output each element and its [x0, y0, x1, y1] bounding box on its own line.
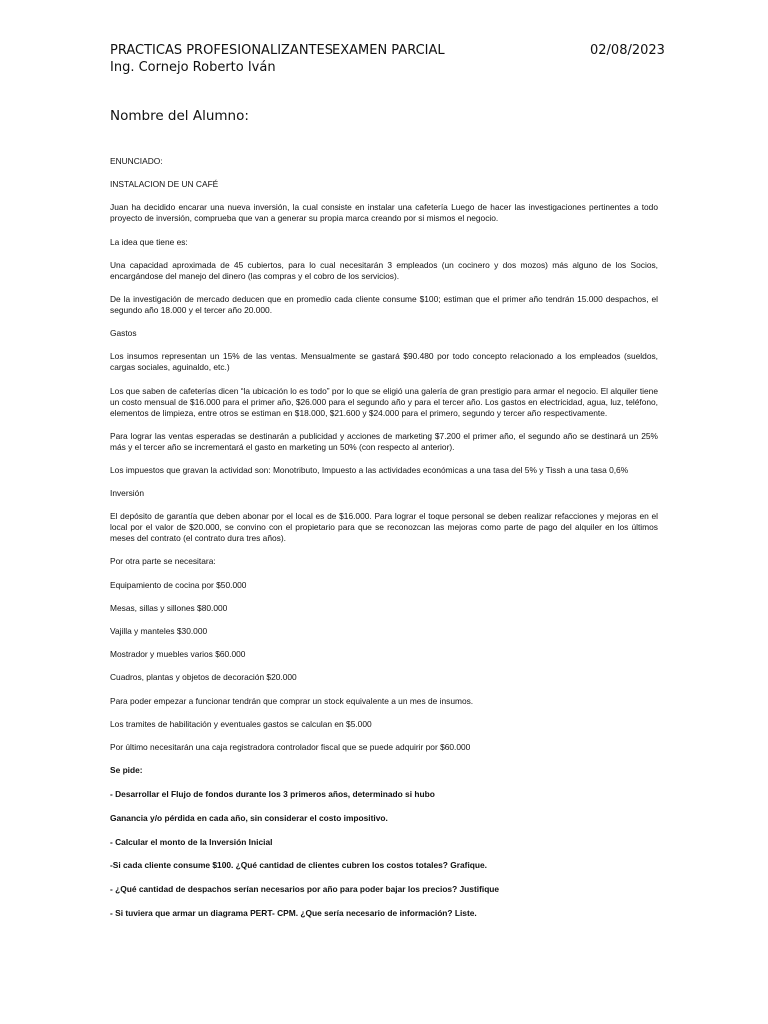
enunciado-heading: ENUNCIADO: — [110, 156, 163, 166]
case-title: INSTALACION DE UN CAFÉ — [110, 179, 219, 190]
exam-date: 02/08/2023 — [590, 43, 665, 58]
paragraph: Para lograr las ventas esperadas se destinarán a publicidad y acciones de marketing $7.200 el primer año, el segundo año se destinará un 25% más y el tercer año se incrementará el gasto en marketing un 50% (con respecto al anterior). — [110, 430, 658, 452]
gastos-heading: Gastos — [110, 328, 137, 339]
student-name-label: Nombre del Alumno: — [110, 108, 249, 124]
paragraph: La idea que tiene es: — [110, 236, 188, 247]
teacher-name: Ing. Cornejo Roberto Iván — [110, 60, 276, 75]
paragraph: Una capacidad aproximada de 45 cubiertos, para lo cual necesitarán 3 empleados (un cocinero y dos mozos) más alguno de los Socios, encargándose del manejo del dinero (las compras y el cobro de los servicios). — [110, 259, 658, 281]
question: -Si cada cliente consume $100. ¿Qué cantidad de clientes cubren los costos totales? Grafique. — [110, 860, 487, 871]
question: - ¿Qué cantidad de despachos serían necesarios por año para poder bajar los precios? Justifique — [110, 884, 500, 895]
paragraph: Los que saben de cafeterías dicen “la ubicación lo es todo” por lo que se eligió una galería de gran prestigio para armar el negocio. El alquiler tiene un costo mensual de $16.000 para el primer año, $26.000 para el segundo año y para el tercer año. Los gastos en electricidad, agua, luz, teléfono, elementos de limpieza, entre otros se estiman en $18.000, $21.600 y $24.000 para el primero, segundo y tercer año respectivamente. — [110, 385, 658, 418]
paragraph: Juan ha decidido encarar una nueva inversión, la cual consiste en instalar una cafetería Luego de hacer las investigaciones pertinentes a todo proyecto de inversión, comprueba que van a generar su propia marca creando por si mismos el negocio. — [110, 202, 658, 224]
question: - Si tuviera que armar un diagrama PERT- CPM. ¿Que sería necesario de información? Liste. — [110, 907, 477, 918]
list-item: Equipamiento de cocina por $50.000 — [110, 579, 247, 590]
paragraph: Por último necesitarán una caja registradora controlador fiscal que se puede adquirir por $60.000 — [110, 741, 471, 752]
question: - Desarrollar el Flujo de fondos durante los 3 primeros años, determinado si hubo — [110, 788, 435, 799]
exam-body — [110, 156, 658, 932]
list-item: Cuadros, plantas y objetos de decoración $20.000 — [110, 672, 297, 683]
paragraph: Para poder empezar a funcionar tendrán que comprar un stock equivalente a un mes de insumos. — [110, 695, 474, 706]
question: - Calcular el monto de la Inversión Inicial — [110, 836, 273, 847]
paragraph: Los tramites de habilitación y eventuales gastos se calculan en $5.000 — [110, 718, 372, 729]
list-item: Vajilla y manteles $30.000 — [110, 626, 208, 636]
paragraph: Por otra parte se necesitara: — [110, 556, 216, 567]
inversion-heading: Inversión — [110, 488, 144, 499]
paragraph: De la investigación de mercado deducen que en promedio cada cliente consume $100; estiman que el primer año tendrán 15.000 despachos, el segundo año 18.000 y el tercer año 20.000. — [110, 293, 658, 315]
se-pide-heading: Se pide: — [110, 765, 143, 776]
exam-title: EXAMEN PARCIAL — [332, 43, 445, 58]
question: Ganancia y/o pérdida en cada año, sin considerar el costo impositivo. — [110, 812, 388, 823]
paragraph: Los impuestos que gravan la actividad son: Monotributo, Impuesto a las actividades económicas a una tasa del 5% y Tissh a una tasa 0,6% — [110, 464, 629, 475]
list-item: Mostrador y muebles varios $60.000 — [110, 649, 246, 660]
list-item: Mesas, sillas y sillones $80.000 — [110, 602, 228, 613]
paragraph: El depósito de garantía que deben abonar por el local es de $16.000. Para lograr el toque personal se deben realizar refacciones y mejoras en el local por el valor de $20.000, se convino con el propietario para que se reconozcan las mejoras como parte de pago del alquiler en los últimos meses del contrato (el contrato dura tres años). — [110, 511, 658, 544]
paragraph: Los insumos representan un 15% de las ventas. Mensualmente se gastará $90.480 por todo concepto relacionado a los empleados (sueldos, cargas sociales, aguinaldo, etc.) — [110, 351, 658, 373]
course-title: PRACTICAS PROFESIONALIZANTES — [110, 43, 333, 58]
